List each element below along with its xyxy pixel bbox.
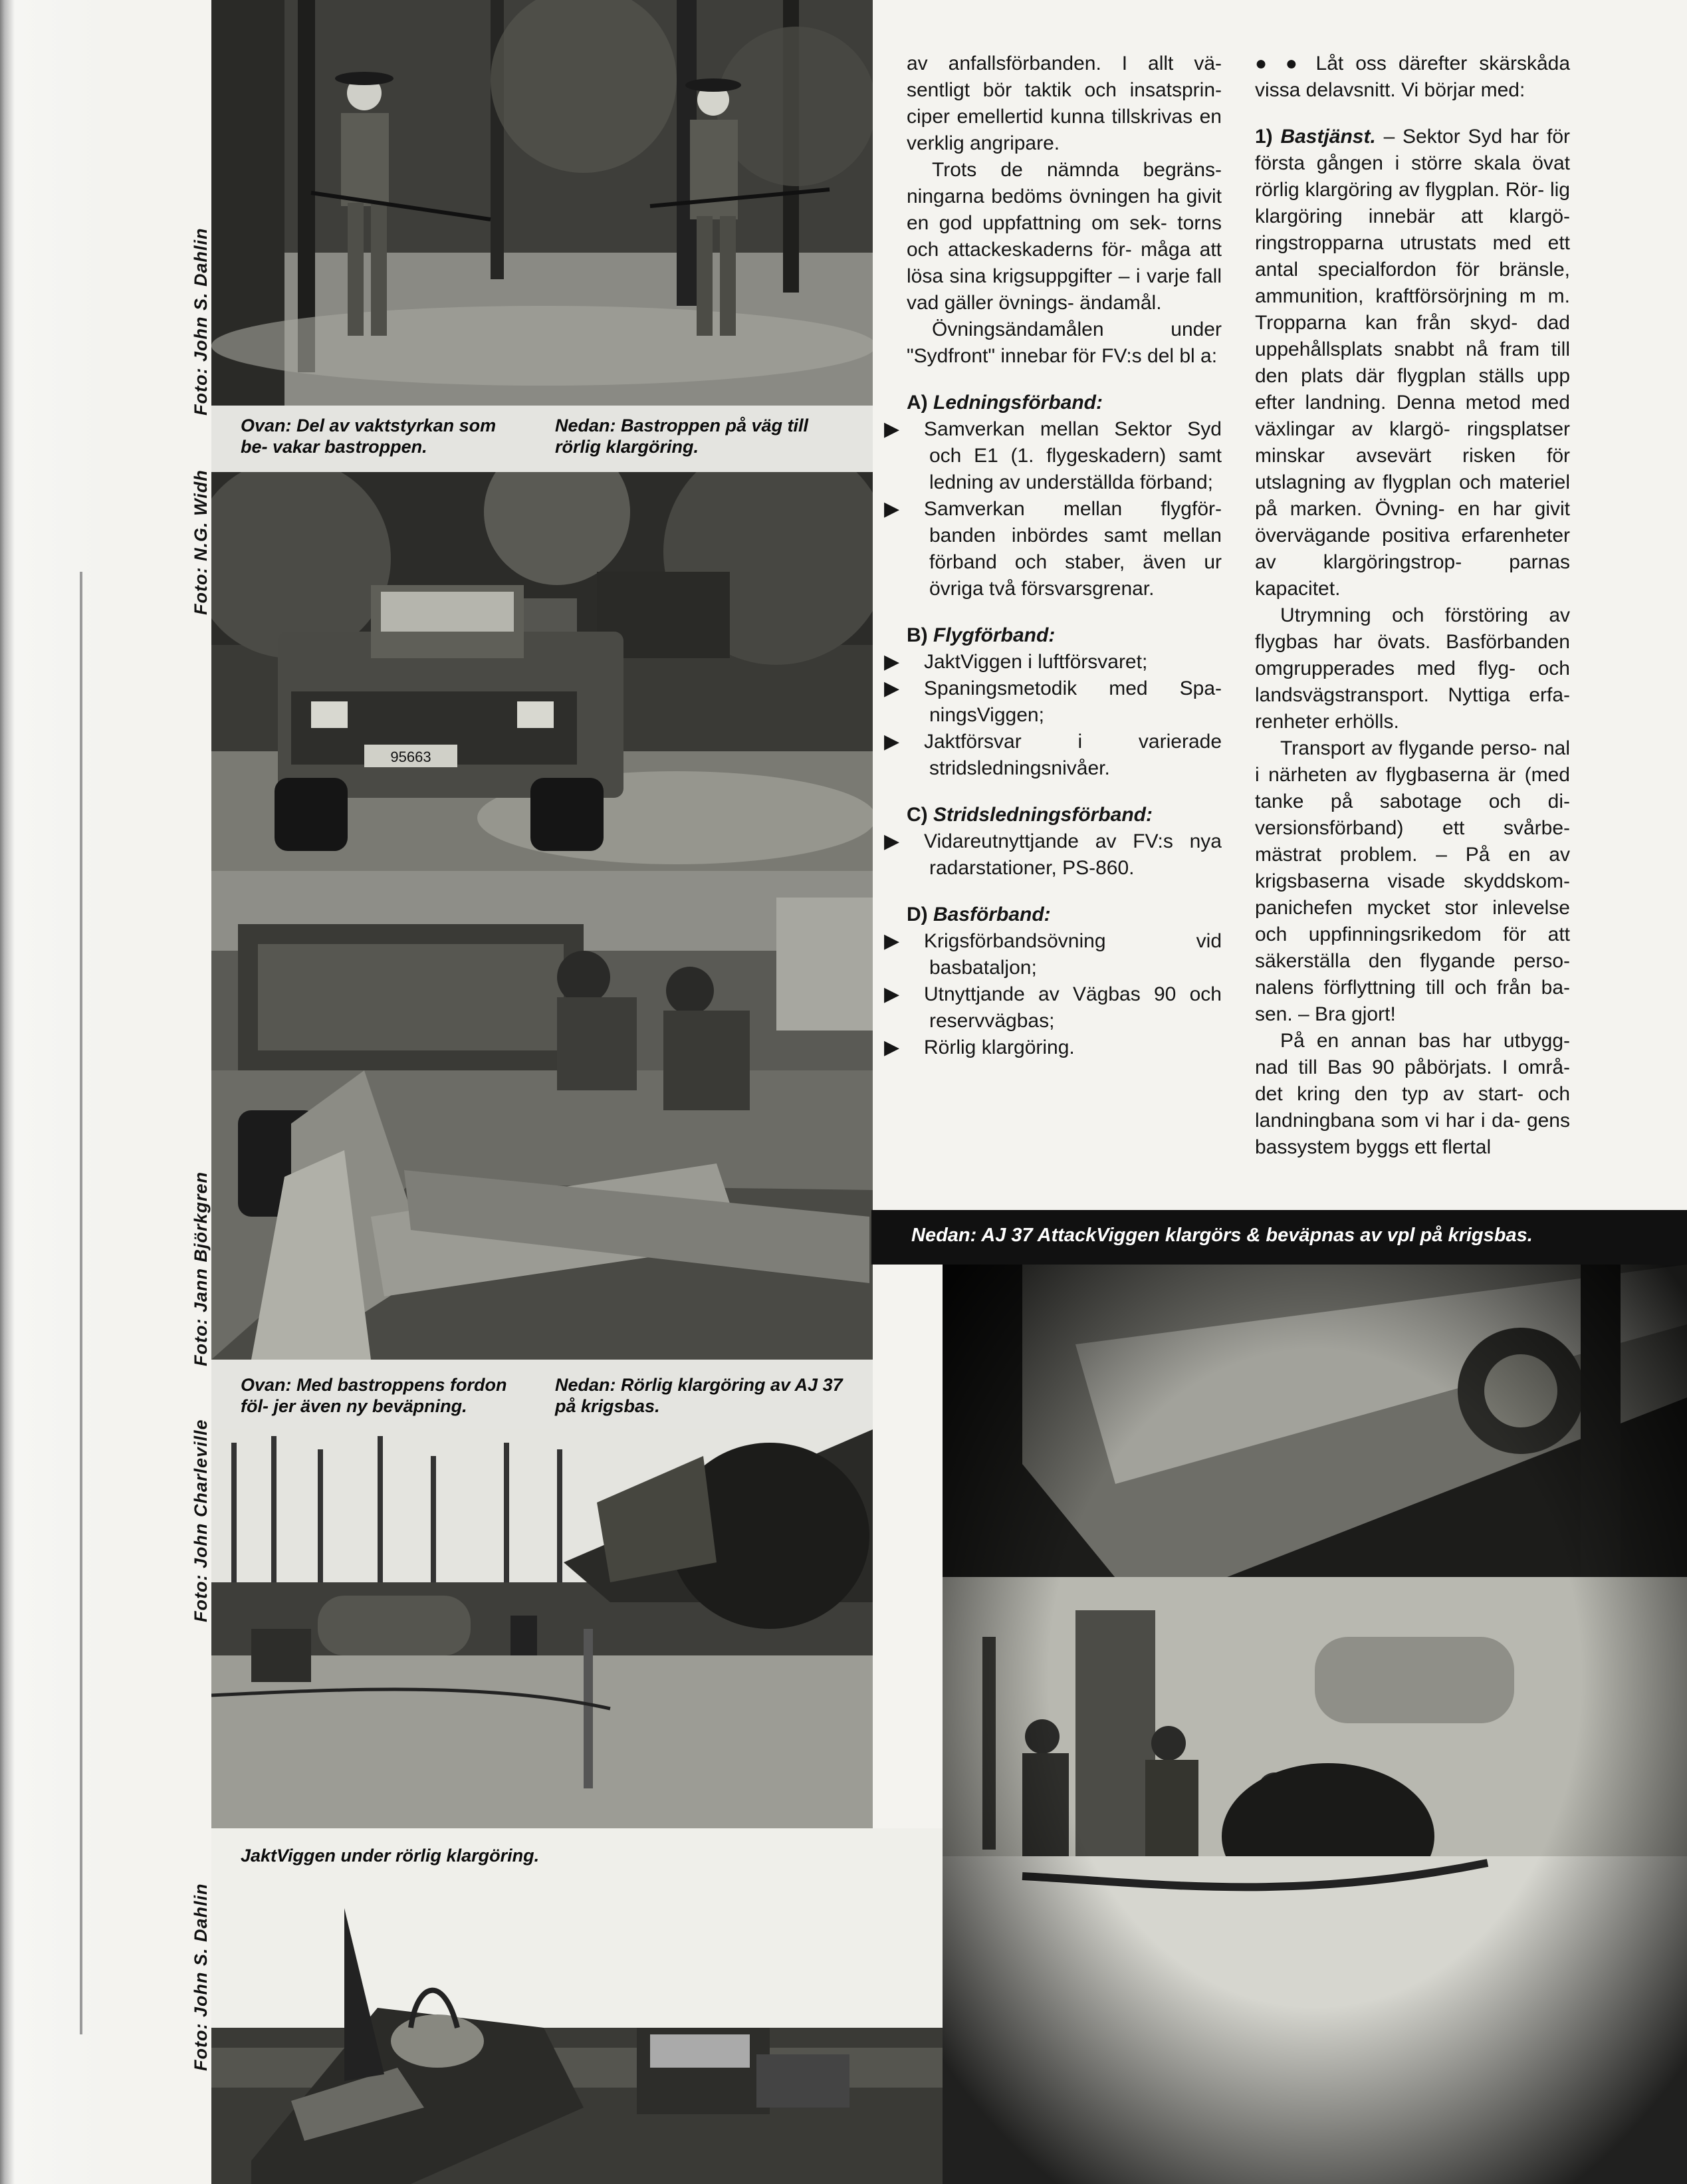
bullet-arrow-icon: ▶ xyxy=(884,651,900,673)
photo-convoy xyxy=(211,472,873,871)
list-item: ▶ Vidareutnyttjande av FV:s nya radarstationer, PS-860. xyxy=(907,828,1222,882)
text-column-middle xyxy=(884,51,1222,1061)
bullet-arrow-icon: ▶ xyxy=(884,830,900,852)
photo-missiles xyxy=(211,871,873,1360)
bullet-arrow-icon: ▶ xyxy=(884,498,900,520)
section-heading-c: C) Stridsledningsförband: xyxy=(907,804,1153,826)
bullet-dots-icon: ● ● xyxy=(1255,53,1304,74)
mid-paragraph-1: av anfallsförbanden. I allt vä- sentligt bör taktik och insatsprin- ciper emellertid kunna tillskrivas en verklig angripare. xyxy=(907,53,1222,154)
list-item: ▶ Utnyttjande av Vägbas 90 och reservvägbas; xyxy=(907,981,1222,1034)
photo-credit-aj37: Foto: John Charleville xyxy=(191,1419,211,1622)
right-paragraph-1: 1) Bastjänst. – Sektor Syd har för första gången i större skala övat rörlig klargöring av flygplan. Rör- lig klargöring innebär att klargö- ringstropparna utrustats med ett antal specialfordon för bränsle, ammunition, kraftförsörjning m m. Tropparna kan från skyd- dad uppehållsplats snabbt nå fram till den plats där flygplan ställs upp efter landning. Denna metod med växlingar av klargö- ringsplatser minskar avsevärt risken för utslagning av flygplan och materiel på marken. Övning- en har givit övervägande positiva erfarenheter av klargöringstrop- parnas kapacitet. xyxy=(1255,126,1570,600)
list-item: ▶ Jaktförsvar i varierade stridsledningsnivåer. xyxy=(907,729,1222,782)
caption-jaktviggen: JaktViggen under rörlig klargöring. xyxy=(241,1846,540,1866)
vehicle-plate: 95663 xyxy=(390,749,431,765)
right-intro: ● ● Låt oss därefter skärskåda vissa delavsnitt. Vi börjar med: xyxy=(1255,53,1570,101)
list-item: ▶ Samverkan mellan Sektor Syd och E1 (1. flygeskadern) samt ledning av underställda förband; xyxy=(907,416,1222,496)
photo-jaktviggen xyxy=(211,1828,943,2184)
photo-credit-convoy: Foto: N.G. Widh xyxy=(191,469,211,615)
photo-credit-guards: Foto: John S. Dahlin xyxy=(191,227,211,416)
spine-edge-line xyxy=(80,572,82,2034)
right-paragraph-4: På en annan bas har utbygg- nad till Bas 90 påbörjats. I områ- det kring den typ av start- och landningbana som vi har i da- gens bassystem byggs ett flertal xyxy=(1255,1030,1570,1158)
text-column-right xyxy=(1255,51,1570,1161)
bullet-arrow-icon: ▶ xyxy=(884,418,900,440)
banner-caption-text: Nedan: AJ 37 AttackViggen klargörs & beväpnas av vpl på krigsbas. xyxy=(911,1225,1533,1246)
list-item: ▶ Samverkan mellan flygför- banden inbördes samt mellan förband och staber, även ur övriga två försvarsgrenar. xyxy=(907,496,1222,602)
section-heading-b: B) Flygförband: xyxy=(907,624,1056,646)
list-item: ▶ Krigsförbandsövning vid basbataljon; xyxy=(907,928,1222,981)
list-item: ▶ Spaningsmetodik med Spa- ningsViggen; xyxy=(907,675,1222,729)
photo-credit-jaktviggen: Foto: John S. Dahlin xyxy=(191,1883,211,2071)
page-spine xyxy=(0,0,100,2184)
right-paragraph-3: Transport av flygande perso- nal i närheten av flygbaserna är (med tanke på sabotage och di- versionsförband) ett svårbe- mästrat problem. – På en av krigsbaserna visade skyddskom- panichefen mycket stor inlevelse och uppfinningsrikedom för att säkerställa den flygande perso- nalens förflyttning till och från ba- sen. – Bra gjort! xyxy=(1255,737,1570,1025)
photo-attackviggen-arming xyxy=(943,1265,1687,2184)
bullet-arrow-icon: ▶ xyxy=(884,731,900,753)
list-item: ▶ Rörlig klargöring. xyxy=(907,1034,1222,1061)
bullet-arrow-icon: ▶ xyxy=(884,930,900,952)
photo-guards xyxy=(211,0,873,406)
caption-banner xyxy=(871,1210,1687,1265)
caption-guards: Ovan: Del av vaktstyrkan som be- vakar bastroppen. xyxy=(241,416,497,457)
caption-convoy: Nedan: Bastroppen på väg till rörlig klargöring. xyxy=(555,416,809,457)
section-heading-d: D) Basförband: xyxy=(907,904,1051,925)
bullet-arrow-icon: ▶ xyxy=(884,1036,900,1058)
caption-vehicles: Ovan: Med bastroppens fordon föl- jer även ny beväpning. xyxy=(241,1375,507,1416)
right-paragraph-2: Utrymning och förstöring av flygbas har övats. Basförbanden omgrupperades med flyg- och landsvägstransport. Nyttiga erfa- renheter erhölls. xyxy=(1255,604,1570,733)
mid-paragraph-3: Övningsändamålen under "Sydfront" innebar för FV:s del bl a: xyxy=(907,318,1222,367)
photo-aj37 xyxy=(211,1429,873,1828)
caption-aj37: Nedan: Rörlig klargöring av AJ 37 på krigsbas. xyxy=(555,1375,843,1416)
list-item: ▶ JaktViggen i luftförsvaret; xyxy=(907,649,1222,675)
bullet-arrow-icon: ▶ xyxy=(884,677,900,699)
photo-credit-missiles: Foto: Jann Björkgren xyxy=(191,1171,211,1366)
mid-paragraph-2: Trots de nämnda begräns- ningarna bedöms övningen ha givit en god uppfattning om sek- torns och attackeskaderns för- måga att lösa sina krigsuppgifter – i varje fall vad gäller övnings- ändamål. xyxy=(907,159,1222,314)
section-heading-a: A) Ledningsförband: xyxy=(907,392,1103,414)
bullet-arrow-icon: ▶ xyxy=(884,983,900,1005)
